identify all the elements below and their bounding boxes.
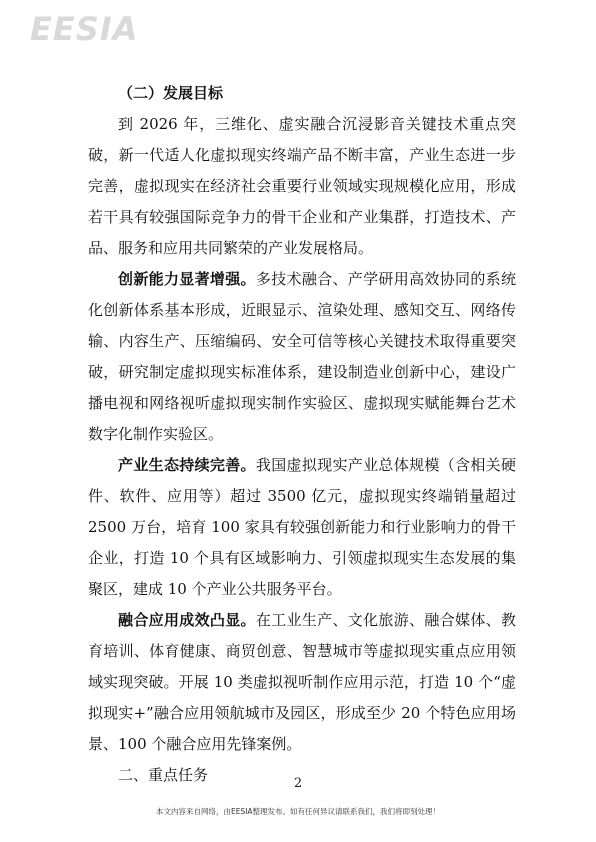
goal-text: 多技术融合、产学研用高效协同的系统化创新体系基本形成，近眼显示、渲染处理、感知交互、网络传输、内容生产、压缩编码、安全可信等核心关键技术取得重要突破，研究制定虚拟现实标准体系，建设制造业创新中心，建设广播电视和网络视听虚拟现实制作实验区、虚拟现实赋能舞台艺术数字化制作实验区。 <box>88 270 516 443</box>
goal-text: 我国虚拟现实产业总体规模（含相关硬件、软件、应用等）超过 3500 亿元，虚拟现实终端销量超过 2500 万台，培育 100 家具有较强创新能力和行业影响力的骨干企业，打造 10 个具有区域影响力、引领虚拟现实生态发展的集聚区，建成 10 个产业公共服务平台。 <box>88 456 516 598</box>
goal-text: 在工业生产、文化旅游、融合媒体、教育培训、体育健康、商贸创意、智慧城市等虚拟现实重点应用领域实现突破。开展 10 类虚拟视听制作应用示范，打造 10 个“虚拟现实+”融合应用领航城市及园区，形成至少 20 个特色应用场景、100 个融合应用先锋案例。 <box>88 611 516 753</box>
footer-note: 本文内容来自网络，由EESIA整理发布。如有任何异议请联系我们，我们将即刻处理！ <box>155 807 441 816</box>
goal-paragraph-innovation <box>88 264 516 450</box>
section-heading: （二）发展目标 <box>118 84 224 102</box>
goal-paragraph-ecosystem <box>88 450 516 605</box>
goal-paragraph-application <box>88 605 516 760</box>
goal-title: 融合应用成效凸显。 <box>118 611 256 629</box>
page-number: 2 <box>293 776 303 791</box>
intro-paragraph: 到 2026 年，三维化、虚实融合沉浸影音关键技术重点突破，新一代适人化虚拟现实终端产品不断丰富，产业生态进一步完善，虚拟现实在经济社会重要行业领域实现规模化应用，形成若干具有较强国际竞争力的骨干企业和产业集群，打造技术、产品、服务和应用共同繁荣的产业发展格局。 <box>88 115 516 257</box>
eesia-logo: EESIA <box>30 10 139 48</box>
goal-title: 创新能力显著增强。 <box>118 270 256 288</box>
next-section-heading: 二、重点任务 <box>118 766 209 784</box>
document-body <box>88 78 516 791</box>
goal-title: 产业生态持续完善。 <box>118 456 256 474</box>
